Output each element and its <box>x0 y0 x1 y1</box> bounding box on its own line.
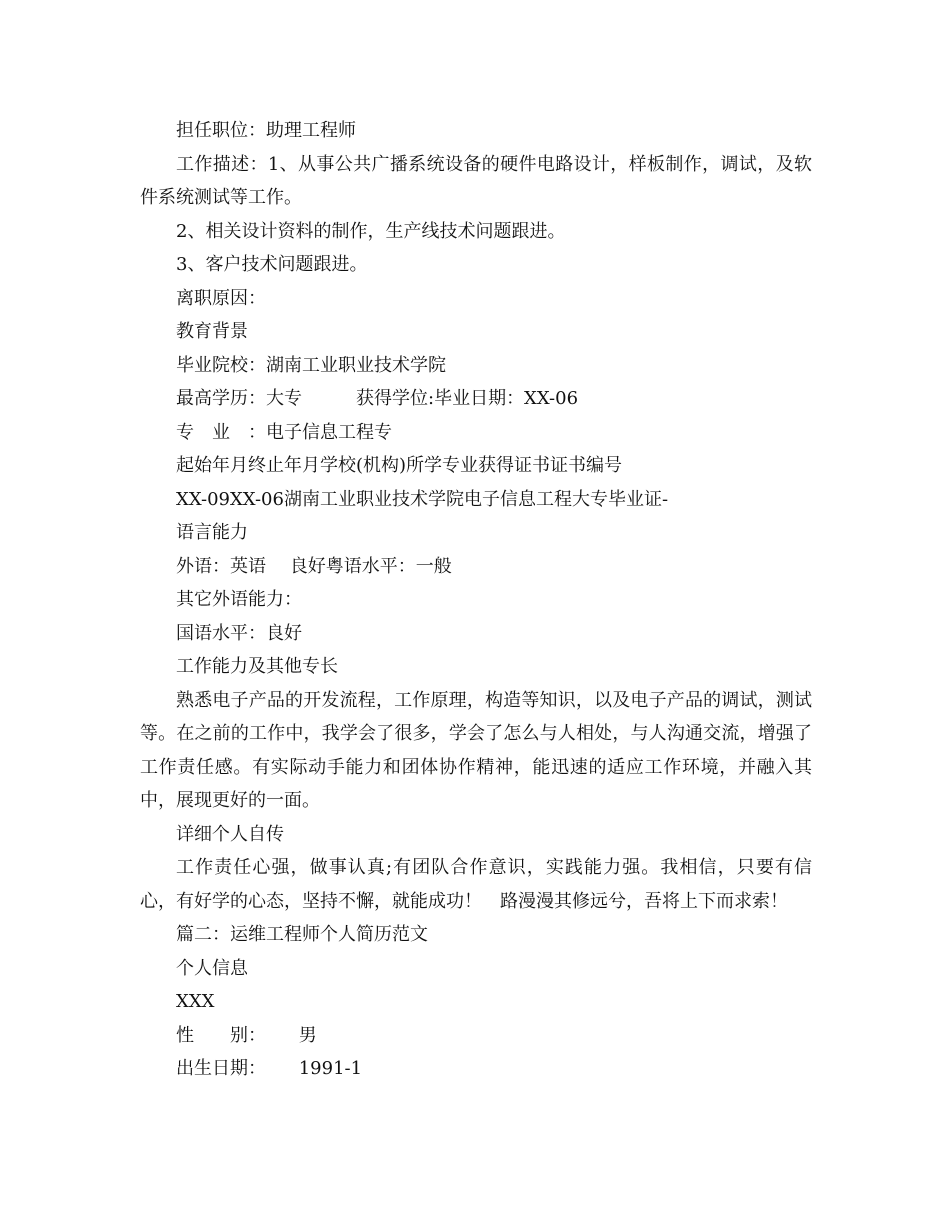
paragraph-leave-reason: 离职原因： <box>176 287 266 309</box>
paragraph-job-description: 工作描述：1、从事公共广播系统设备的硬件电路设计，样板制作，调试，及软件系统测试等工作。 <box>140 153 812 208</box>
paragraph-mandarin: 国语水平：良好 <box>176 622 302 644</box>
paragraph-foreign-language: 外语：英语 良好粤语水平：一般 <box>176 555 452 577</box>
heading-education: 教育背景 <box>176 321 248 342</box>
document-body <box>140 114 812 1086</box>
paragraph-name: XXX <box>176 991 215 1012</box>
heading-language: 语言能力 <box>176 522 248 543</box>
paragraph-duty-3: 3、客户技术问题跟进。 <box>176 254 368 275</box>
heading-autobiography: 详细个人自传 <box>176 823 284 845</box>
paragraph-autobiography: 工作责任心强，做事认真;有团队合作意识，实践能力强。我相信，只要有信心，有好学的心态，坚持不懈，就能成功！ 路漫漫其修远兮，吾将上下而求索！ <box>140 857 812 912</box>
heading-skills: 工作能力及其他专长 <box>176 656 338 677</box>
paragraph-position: 担任职位：助理工程师 <box>176 120 356 141</box>
paragraph-other-language: 其它外语能力： <box>176 589 302 610</box>
paragraph-major: 专 业 ：电子信息工程专 <box>176 421 392 443</box>
paragraph-education-table-row: XX-09XX-06湖南工业职业技术学院电子信息工程大专毕业证- <box>176 488 669 510</box>
paragraph-education-table-header: 起始年月终止年月学校(机构)所学专业获得证书证书编号 <box>176 455 623 476</box>
paragraph-gender: 性 别： 男 <box>176 1024 317 1046</box>
paragraph-duty-2: 2、相关设计资料的制作，生产线技术问题跟进。 <box>176 220 566 242</box>
paragraph-birth-date: 出生日期： 1991-1 <box>176 1058 363 1079</box>
paragraph-school: 毕业院校：湖南工业职业技术学院 <box>176 354 446 376</box>
paragraph-degree: 最高学历：大专 获得学位:毕业日期：XX-06 <box>176 388 579 409</box>
heading-personal-info: 个人信息 <box>176 957 248 979</box>
heading-part-two: 篇二：运维工程师个人简历范文 <box>176 924 428 945</box>
paragraph-skills: 熟悉电子产品的开发流程，工作原理，构造等知识，以及电子产品的调试，测试等。在之前的工作中，我学会了很多，学会了怎么与人相处，与人沟通交流，增强了工作责任感。有实际动手能力和团体协作精神，能迅速的适应工作环境，并融入其中，展现更好的一面。 <box>140 689 812 811</box>
